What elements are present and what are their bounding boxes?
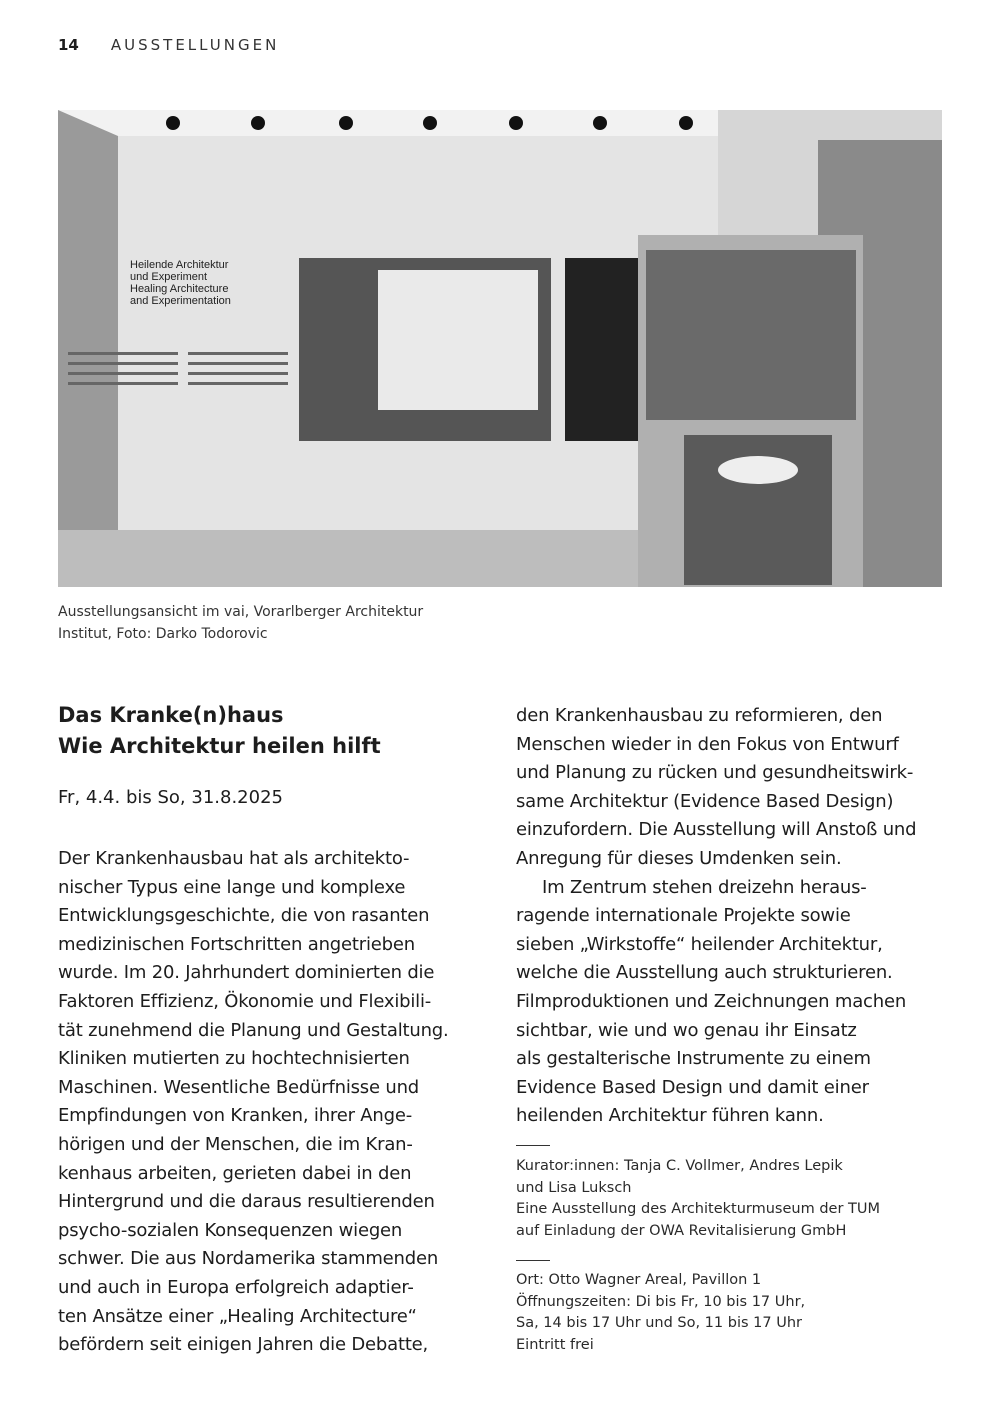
body-left-column xyxy=(58,845,488,1360)
body-line: ten Ansätze einer „Healing Architecture“ xyxy=(58,1305,417,1327)
body-line: heilenden Architektur führen kann. xyxy=(516,1105,824,1127)
body-line: ragende internationale Projekte sowie xyxy=(516,905,851,927)
credit-line: Kurator:innen: Tanja C. Vollmer, Andres Lepik xyxy=(516,1158,843,1174)
credits xyxy=(516,1156,880,1242)
body-line: Faktoren Effizienz, Ökonomie und Flexibili- xyxy=(58,990,432,1012)
body-line: hörigen und der Menschen, die im Kran- xyxy=(58,1133,413,1155)
wall-text-line: and Experimentation xyxy=(130,295,231,307)
title-line: Das Kranke(n)haus xyxy=(58,703,284,727)
venue-info xyxy=(516,1270,805,1356)
body-line: befördern seit einigen Jahren die Debatte, xyxy=(58,1334,429,1356)
body-line: Im Zentrum stehen dreizehn heraus- xyxy=(542,876,867,898)
body-line: nischer Typus eine lange und komplexe xyxy=(58,876,406,898)
body-line: sichtbar, wie und wo genau ihr Einsatz xyxy=(516,1019,857,1041)
info-line: Sa, 14 bis 17 Uhr und So, 11 bis 17 Uhr xyxy=(516,1315,802,1331)
info-line: Öffnungszeiten: Di bis Fr, 10 bis 17 Uhr, xyxy=(516,1293,806,1310)
page-number: 14 xyxy=(58,36,79,54)
body-line: und auch in Europa erfolgreich adaptier- xyxy=(58,1276,414,1298)
body-line: den Krankenhausbau zu reformieren, den xyxy=(516,705,883,726)
body-line: psycho-sozialen Konsequenzen wiegen xyxy=(58,1219,403,1241)
body-line: Kliniken mutierten zu hochtechnisierten xyxy=(58,1048,410,1070)
page-header xyxy=(58,36,279,54)
body-right-column xyxy=(516,702,956,1131)
body-line: schwer. Die aus Nordamerika stammenden xyxy=(58,1248,439,1270)
body-line: kenhaus arbeiten, gerieten dabei in den xyxy=(58,1162,412,1184)
info-line: Ort: Otto Wagner Areal, Pavillon 1 xyxy=(516,1272,762,1288)
body-line: tät zunehmend die Planung und Gestaltung. xyxy=(58,1019,449,1041)
caption-line: Ausstellungsansicht im vai, Vorarlberger Architektur xyxy=(58,604,424,620)
body-line: Hintergrund und die daraus resultierenden xyxy=(58,1191,435,1213)
body-line: Der Krankenhausbau hat als architekto- xyxy=(58,848,410,869)
body-line: Anregung für dieses Umdenken sein. xyxy=(516,847,842,869)
divider xyxy=(516,1145,550,1146)
divider xyxy=(516,1260,550,1261)
body-line: Menschen wieder in den Fokus von Entwurf xyxy=(516,733,899,755)
caption-line: Institut, Foto: Darko Todorovic xyxy=(58,626,268,642)
body-line: Filmproduktionen und Zeichnungen machen xyxy=(516,990,907,1012)
credit-line: auf Einladung der OWA Revitalisierung GmbH xyxy=(516,1222,847,1239)
credit-line: Eine Ausstellung des Architekturmuseum der TUM xyxy=(516,1201,881,1217)
body-line: Evidence Based Design und damit einer xyxy=(516,1076,869,1098)
body-line: Entwicklungsgeschichte, die von rasanten xyxy=(58,905,430,927)
body-line: welche die Ausstellung auch strukturieren. xyxy=(516,962,893,984)
exhibition-photo xyxy=(58,110,942,587)
body-line: einzufordern. Die Ausstellung will Anstoß und xyxy=(516,819,917,841)
body-line: same Architektur (Evidence Based Design) xyxy=(516,790,894,812)
section-title: AUSSTELLUNGEN xyxy=(110,36,280,54)
body-line: Maschinen. Wesentliche Bedürfnisse und xyxy=(58,1076,420,1098)
body-line: als gestalterische Instrumente zu einem xyxy=(516,1048,871,1070)
body-line: und Planung zu rücken und gesundheitswirk- xyxy=(516,762,914,784)
body-line: medizinischen Fortschritten angetrieben xyxy=(58,933,415,955)
wall-text-line: Heilende Architektur xyxy=(130,259,229,271)
info-line: Eintritt frei xyxy=(516,1336,594,1353)
body-line: Empfindungen von Kranken, ihrer Ange- xyxy=(58,1105,413,1127)
body-line: sieben „Wirkstoffe“ heilender Architektur, xyxy=(516,933,883,955)
wall-text-line: und Experiment xyxy=(130,271,208,283)
credit-line: und Lisa Luksch xyxy=(516,1179,632,1196)
article-title xyxy=(58,700,381,762)
article-date: Fr, 4.4. bis So, 31.8.2025 xyxy=(58,787,283,808)
body-line: wurde. Im 20. Jahrhundert dominierten die xyxy=(58,962,435,984)
wall-text-line: Healing Architecture xyxy=(130,283,229,295)
subtitle-line: Wie Architektur heilen hilft xyxy=(58,734,381,758)
photo-caption xyxy=(58,601,423,645)
